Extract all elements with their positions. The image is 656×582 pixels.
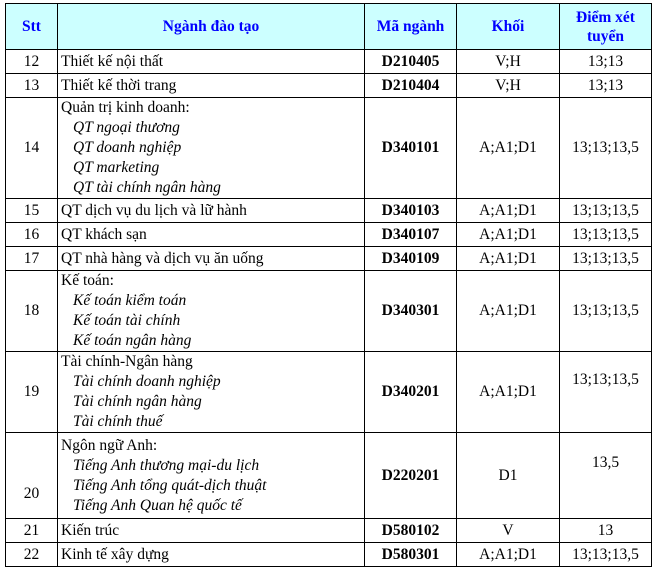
table-row xyxy=(6,271,652,352)
table-row xyxy=(6,223,652,247)
row-diem: 13;13;13,5 xyxy=(560,199,652,223)
row-name xyxy=(58,199,365,223)
row-stt: 20 xyxy=(6,433,58,519)
row-major-name: QT khách sạn xyxy=(61,225,147,243)
row-diem: 13;13;13,5 xyxy=(560,271,652,352)
row-khoi: D1 xyxy=(457,433,560,519)
row-diem: 13;13;13,5 xyxy=(560,247,652,271)
row-diem: 13,5 xyxy=(560,433,652,519)
row-major-name: Thiết kế nội thất xyxy=(61,52,164,70)
row-major-name: Ngôn ngữ Anh: xyxy=(61,436,158,454)
row-khoi: A;A1;D1 xyxy=(457,223,560,247)
admission-table xyxy=(5,3,652,567)
row-sub-major: Tiếng Anh tổng quát-dịch thuật xyxy=(73,476,267,494)
row-stt: 12 xyxy=(6,50,58,74)
row-khoi: A;A1;D1 xyxy=(457,352,560,433)
row-stt: 16 xyxy=(6,223,58,247)
row-code: D210404 xyxy=(365,74,457,98)
row-khoi: A;A1;D1 xyxy=(457,247,560,271)
row-sub-major: Kế toán ngân hàng xyxy=(73,332,192,349)
row-major-name: QT nhà hàng và dịch vụ ăn uống xyxy=(61,249,264,267)
row-khoi: V;H xyxy=(457,74,560,98)
row-khoi: A;A1;D1 xyxy=(457,543,560,567)
header-stt: Stt xyxy=(6,4,58,50)
row-code: D210405 xyxy=(365,50,457,74)
row-code: D340101 xyxy=(365,98,457,199)
row-code: D580102 xyxy=(365,519,457,543)
row-stt: 18 xyxy=(6,271,58,352)
row-name xyxy=(58,98,365,199)
table-row xyxy=(6,199,652,223)
row-sub-major: Kế toán kiểm toán xyxy=(73,292,187,309)
table-row xyxy=(6,352,652,433)
header-code: Mã ngành xyxy=(365,4,457,50)
row-code: D340301 xyxy=(365,271,457,352)
table-row xyxy=(6,98,652,199)
row-code: D580301 xyxy=(365,543,457,567)
row-code: D340109 xyxy=(365,247,457,271)
row-major-name: Quản trị kinh doanh: xyxy=(61,99,190,116)
row-diem: 13;13;13,5 xyxy=(560,223,652,247)
row-sub-major: Tiếng Anh thương mại-du lịch xyxy=(73,456,260,474)
row-sub-major: QT doanh nghiệp xyxy=(73,139,182,156)
row-stt: 14 xyxy=(6,98,58,199)
row-sub-major: Kế toán tài chính xyxy=(73,312,181,329)
row-name xyxy=(58,50,365,74)
row-major-name: QT dịch vụ du lịch và lữ hành xyxy=(61,201,247,219)
row-stt: 15 xyxy=(6,199,58,223)
row-sub-major: QT ngoại thương xyxy=(73,119,180,136)
table-row xyxy=(6,543,652,567)
row-sub-major: Tài chính doanh nghiệp xyxy=(73,373,221,390)
row-code: D340107 xyxy=(365,223,457,247)
row-name xyxy=(58,271,365,352)
header-diem: Điểm xét tuyển xyxy=(560,4,652,50)
row-sub-major: Tài chính thuế xyxy=(73,413,163,430)
row-stt: 17 xyxy=(6,247,58,271)
row-major-name: Kinh tế xây dựng xyxy=(61,545,169,563)
row-major-name: Thiết kế thời trang xyxy=(61,76,177,94)
row-diem: 13;13;13,5 xyxy=(560,98,652,199)
row-code: D220201 xyxy=(365,433,457,519)
row-sub-major: QT marketing xyxy=(73,159,160,176)
header-khoi: Khối xyxy=(457,4,560,50)
row-sub-major: Tiếng Anh Quan hệ quốc tế xyxy=(73,496,242,514)
admission-table-container xyxy=(5,3,651,567)
row-stt: 19 xyxy=(6,352,58,433)
row-khoi: A;A1;D1 xyxy=(457,199,560,223)
row-stt: 13 xyxy=(6,74,58,98)
row-sub-major: Tài chính ngân hàng xyxy=(73,393,202,410)
row-name xyxy=(58,247,365,271)
row-major-name: Kế toán: xyxy=(61,272,114,289)
row-major-name: Kiến trúc xyxy=(61,521,120,539)
row-sub-major: QT tài chính ngân hàng xyxy=(73,179,221,196)
table-row xyxy=(6,519,652,543)
row-code: D340201 xyxy=(365,352,457,433)
header-name: Ngành đào tạo xyxy=(58,4,365,50)
table-row xyxy=(6,50,652,74)
row-name xyxy=(58,433,365,519)
row-diem: 13;13;13,5 xyxy=(560,543,652,567)
table-row xyxy=(6,74,652,98)
row-name xyxy=(58,519,365,543)
row-diem: 13 xyxy=(560,519,652,543)
row-diem: 13;13 xyxy=(560,50,652,74)
row-code: D340103 xyxy=(365,199,457,223)
row-diem: 13;13 xyxy=(560,74,652,98)
row-diem: 13;13;13,5 xyxy=(560,352,652,433)
row-name xyxy=(58,352,365,433)
row-khoi: A;A1;D1 xyxy=(457,271,560,352)
table-row xyxy=(6,433,652,519)
row-stt: 21 xyxy=(6,519,58,543)
row-stt: 22 xyxy=(6,543,58,567)
table-row xyxy=(6,247,652,271)
row-khoi: A;A1;D1 xyxy=(457,98,560,199)
row-name xyxy=(58,74,365,98)
row-khoi: V xyxy=(457,519,560,543)
row-khoi: V;H xyxy=(457,50,560,74)
row-major-name: Tài chính-Ngân hàng xyxy=(61,353,193,370)
row-name xyxy=(58,543,365,567)
row-name xyxy=(58,223,365,247)
table-header-row xyxy=(6,4,652,50)
